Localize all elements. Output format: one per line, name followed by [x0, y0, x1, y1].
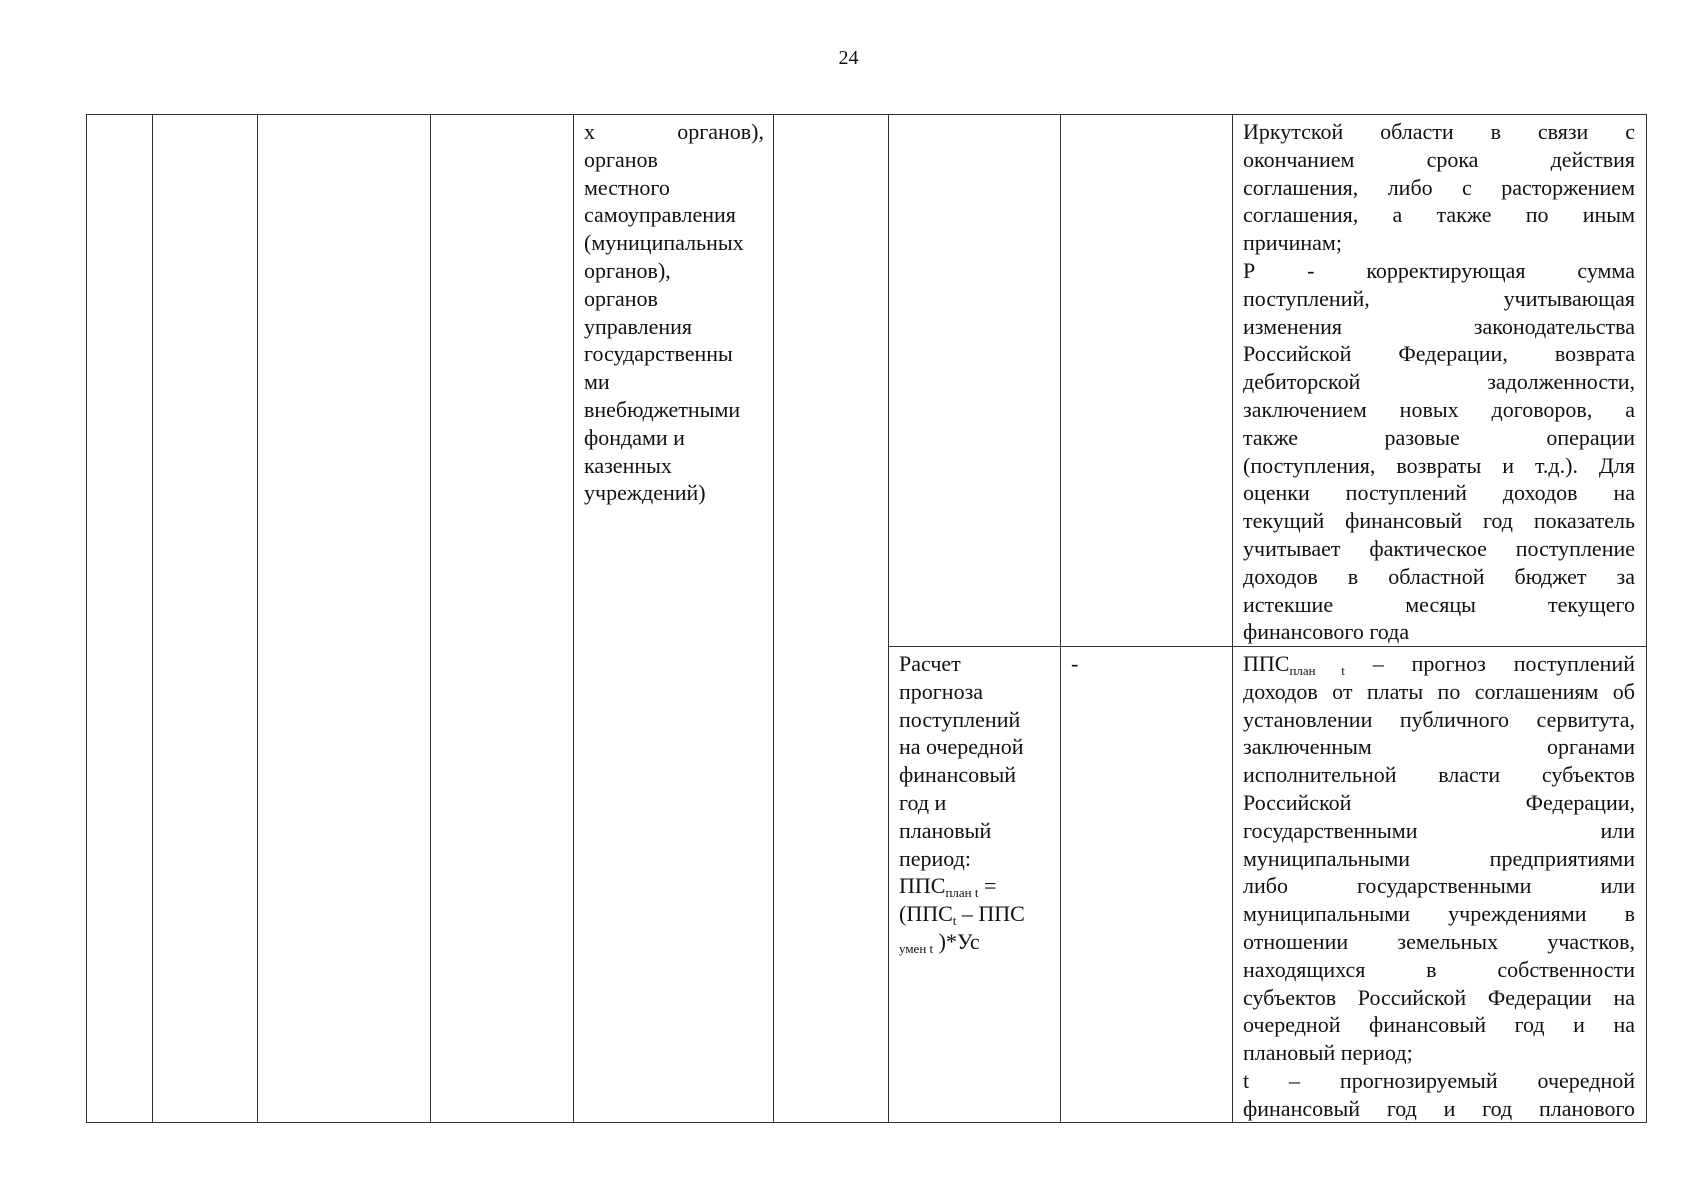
text-line: Расчет	[899, 651, 961, 676]
text-line: на очередной	[899, 734, 1024, 760]
text-line: находящихся в собственности	[1243, 956, 1635, 982]
column-border	[773, 114, 774, 1123]
column-border	[1646, 114, 1647, 1123]
text-line: отношении земельных участков,	[1243, 928, 1635, 954]
text-line: органов	[584, 285, 658, 311]
text-line: t – прогнозируемый очередной	[1243, 1067, 1635, 1093]
text-line: истекшие месяцы текущего	[1243, 591, 1635, 617]
text-line: Российской Федерации, возврата	[1243, 341, 1635, 367]
text-line: финансовый год и год планового	[1243, 1095, 1635, 1121]
text-line: государственными или	[1243, 817, 1635, 843]
column-border	[1060, 114, 1061, 1123]
text-line: либо государственными или	[1243, 873, 1635, 899]
method-text	[899, 650, 1054, 872]
description-bottom-lines	[1243, 678, 1635, 1123]
text-line: Российской Федерации,	[1243, 789, 1635, 815]
text-line: внебюджетными	[584, 396, 741, 422]
forecast-table	[86, 114, 1647, 1123]
text-line: соглашения, а также по иным	[1243, 202, 1635, 228]
text-line: государственны	[584, 341, 733, 367]
formula-line-1: $ППС_{план t}$ =	[899, 873, 997, 901]
cell-authorities-list	[584, 118, 764, 507]
cell-description-top	[1243, 118, 1635, 646]
text-line: (поступления, возвраты и т.д.). Для	[1243, 452, 1635, 478]
text-line: установлении публичного сервитута,	[1243, 706, 1635, 732]
row-separator	[888, 646, 1646, 647]
column-border	[1232, 114, 1233, 1123]
text-line: период:	[899, 845, 971, 871]
text-line: (муниципальных	[584, 230, 744, 256]
column-border	[257, 114, 258, 1123]
text-line: субъектов Российской Федерации на	[1243, 984, 1635, 1010]
text-line: ми	[584, 369, 610, 395]
column-border	[152, 114, 153, 1123]
text-line: самоуправления	[584, 202, 736, 228]
column-border	[430, 114, 431, 1123]
text-line: фондами и	[584, 424, 685, 450]
text-line: доходов в областной бюджет за	[1243, 563, 1635, 589]
column-border	[86, 114, 87, 1123]
table-top-border	[86, 114, 1647, 115]
text-line: оценки поступлений доходов на	[1243, 480, 1635, 506]
text-line: причинам;	[1243, 230, 1342, 256]
text-line: учреждений)	[584, 480, 706, 506]
text-line: окончанием срока действия	[1243, 146, 1635, 172]
cell-description-bottom	[1243, 650, 1635, 1123]
text-line: также разовые операции	[1243, 424, 1635, 450]
text-line: учитывает фактическое поступление	[1243, 535, 1635, 561]
text-line: доходов от платы по соглашениям об	[1243, 678, 1635, 704]
formula-line-3: $_{умен t}$ )*Ус	[899, 928, 980, 956]
text-line: муниципальными учреждениями в	[1243, 901, 1635, 927]
text-line: соглашения, либо с расторжением	[1243, 174, 1635, 200]
text-line: поступлений, учитывающая	[1243, 285, 1635, 311]
text-line: заключенным органами	[1243, 734, 1635, 760]
text-line: казенных	[584, 452, 672, 478]
text-line: местного	[584, 174, 670, 200]
cell-calculation-method	[899, 650, 1054, 956]
text-line: текущий финансовый год показатель	[1243, 508, 1635, 534]
column-border	[888, 114, 889, 1123]
text-line: год и	[899, 789, 947, 815]
cell-dash: -	[1071, 651, 1079, 676]
text-line: финансовый	[899, 762, 1017, 788]
text-line: заключением новых договоров, а	[1243, 396, 1635, 422]
text-line: изменения законодательства	[1243, 313, 1635, 339]
text-line: плановый	[899, 817, 992, 843]
column-border	[573, 114, 574, 1123]
formula-line-2: ($ППС_t$ – ППС	[899, 901, 1025, 929]
text-line: исполнительной власти субъектов	[1243, 762, 1635, 788]
text-line: Иркутской области в связи с	[1243, 119, 1635, 144]
text-line: очередной финансовый год и на	[1243, 1012, 1635, 1038]
text-line: органов),	[584, 257, 671, 283]
text-line: управления	[584, 313, 693, 339]
text-line: поступлений	[899, 706, 1021, 732]
page-number: 24	[838, 47, 859, 69]
text-line: плановый период;	[1243, 1040, 1413, 1066]
text-line: х органов),	[584, 119, 764, 144]
text-line: органов	[584, 146, 658, 172]
description-first-line: $ППС_{план t}$ – прогноз поступлений	[1243, 651, 1635, 678]
text-line: финансового года	[1243, 619, 1410, 645]
text-line: Р - корректирующая сумма	[1243, 257, 1635, 283]
text-line: дебиторской задолженности,	[1243, 369, 1635, 395]
text-line: прогноза	[899, 678, 984, 704]
text-line: муниципальными предприятиями	[1243, 845, 1635, 871]
